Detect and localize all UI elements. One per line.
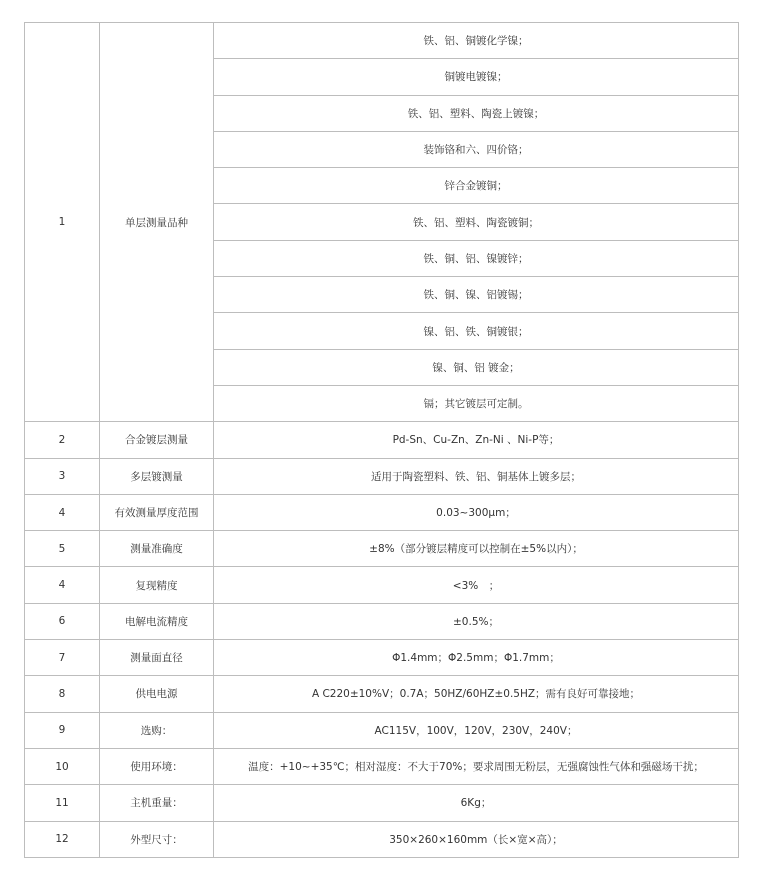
row-number-cell: 9 (25, 712, 100, 748)
row-number-cell: 7 (25, 640, 100, 676)
table-row (25, 712, 739, 748)
spec-value-cell: 装饰铬和六、四价铬； (214, 131, 739, 167)
spec-value-cell: 0.03~300μm； (214, 494, 739, 530)
spec-value-cell: Pd-Sn、Cu-Zn、Zn-Ni 、Ni-P等； (214, 422, 739, 458)
row-number-cell: 2 (25, 422, 100, 458)
table-row (25, 821, 739, 857)
spec-value-cell: <3% ； (214, 567, 739, 603)
spec-value-cell: ±0.5%； (214, 603, 739, 639)
spec-name-cell: 使用环境： (100, 748, 214, 784)
table-row (25, 640, 739, 676)
table-row (25, 748, 739, 784)
spec-name-cell: 测量准确度 (100, 531, 214, 567)
spec-value-cell: A C220±10%V；0.7A；50HZ/60HZ±0.5HZ；需有良好可靠接地； (214, 676, 739, 712)
spec-name-cell: 复现精度 (100, 567, 214, 603)
row-number-cell: 3 (25, 458, 100, 494)
table-row (25, 567, 739, 603)
table-row (25, 458, 739, 494)
spec-name-cell: 电解电流精度 (100, 603, 214, 639)
spec-name-cell: 合金镀层测量 (100, 422, 214, 458)
table-row (25, 603, 739, 639)
table-row (25, 23, 739, 59)
spec-value-cell: 铁、铜、铝、镍镀锌； (214, 240, 739, 276)
spec-name-cell: 测量面直径 (100, 640, 214, 676)
spec-value-cell: 镍、铜、铝 镀金； (214, 349, 739, 385)
table-row (25, 494, 739, 530)
spec-table (24, 22, 739, 858)
spec-value-cell: 铁、铝、塑料、陶瓷上镀镍； (214, 95, 739, 131)
spec-name-cell: 主机重量： (100, 785, 214, 821)
row-number-cell: 10 (25, 748, 100, 784)
spec-name-cell: 多层镀测量 (100, 458, 214, 494)
spec-value-cell: Φ1.4mm；Φ2.5mm；Φ1.7mm； (214, 640, 739, 676)
spec-value-cell: 温度：+10~+35℃；相对湿度：不大于70%；要求周围无粉层，无强腐蚀性气体和强磁场干扰； (214, 748, 739, 784)
table-row (25, 422, 739, 458)
spec-value-cell: 铁、铜、镍、铝镀锡； (214, 277, 739, 313)
row-number-cell: 12 (25, 821, 100, 857)
table-row (25, 785, 739, 821)
spec-value-cell: 6Kg； (214, 785, 739, 821)
spec-value-cell: 铁、铝、铜镀化学镍； (214, 23, 739, 59)
spec-value-cell: 350×260×160mm（长×宽×高）； (214, 821, 739, 857)
spec-name-cell: 外型尺寸： (100, 821, 214, 857)
spec-value-cell: 铁、铝、塑料、陶瓷镀铜； (214, 204, 739, 240)
row-number-cell: 1 (25, 23, 100, 422)
spec-name-cell: 有效测量厚度范围 (100, 494, 214, 530)
spec-value-cell: 镍、铝、铁、铜镀银； (214, 313, 739, 349)
spec-name-cell: 供电电源 (100, 676, 214, 712)
row-number-cell: 6 (25, 603, 100, 639)
spec-name-cell: 选购： (100, 712, 214, 748)
spec-name-cell: 单层测量品种 (100, 23, 214, 422)
spec-value-cell: 锌合金镀铜； (214, 168, 739, 204)
row-number-cell: 8 (25, 676, 100, 712)
row-number-cell: 4 (25, 494, 100, 530)
spec-value-cell: 镉；其它镀层可定制。 (214, 385, 739, 421)
spec-value-cell: AC115V，100V，120V，230V，240V； (214, 712, 739, 748)
table-row (25, 531, 739, 567)
spec-table-wrapper (24, 22, 739, 858)
row-number-cell: 11 (25, 785, 100, 821)
spec-value-cell: 铜镀电镀镍； (214, 59, 739, 95)
table-row (25, 676, 739, 712)
spec-value-cell: ±8%（部分镀层精度可以控制在±5%以内）； (214, 531, 739, 567)
spec-value-cell: 适用于陶瓷塑料、铁、铝、铜基体上镀多层； (214, 458, 739, 494)
row-number-cell: 5 (25, 531, 100, 567)
row-number-cell: 4 (25, 567, 100, 603)
